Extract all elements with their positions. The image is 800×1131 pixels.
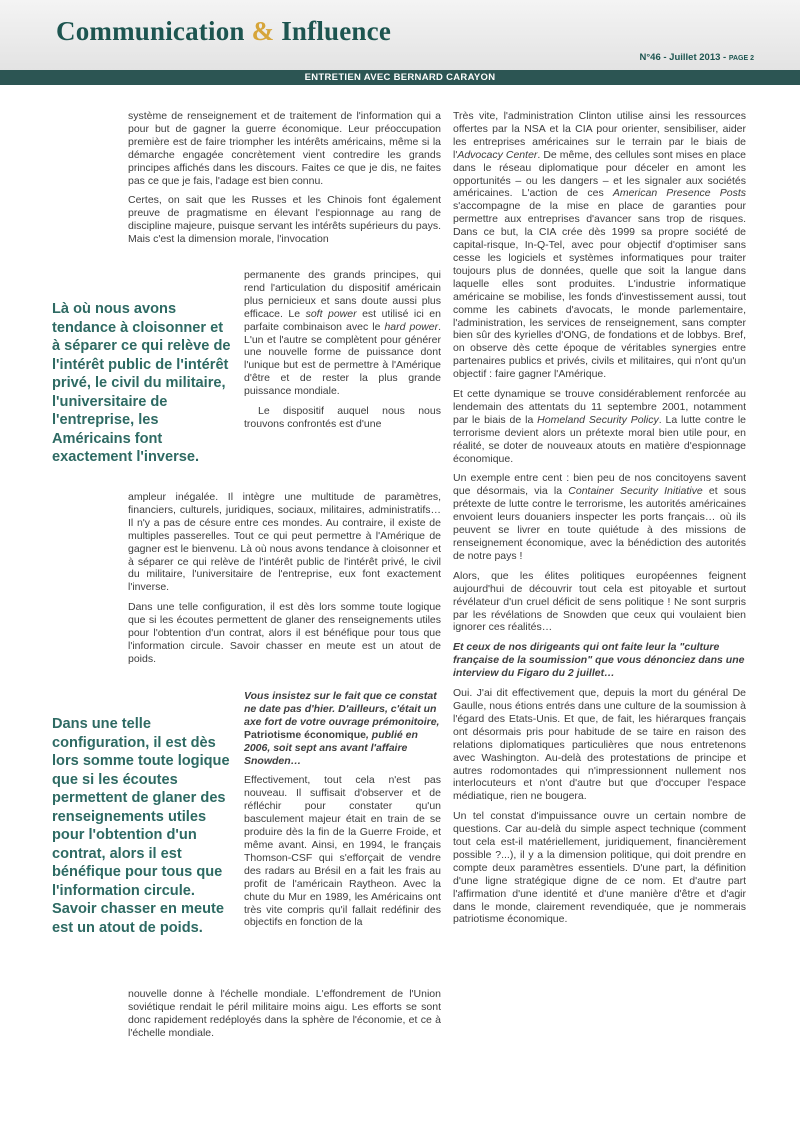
paragraph: Dans une telle configuration, il est dès lors somme toute logique que si les écoutes permettent de glaner des renseignements utiles pour l'obtention d'un contrat, alors il est bénéfique pour tous que l'information circule. Savoir chasser en meute est un atout de poids. xyxy=(128,601,441,665)
paragraph: Le dispositif auquel nous nous trouvons confrontés est d'une xyxy=(244,405,441,430)
paragraph: Très vite, l'administration Clinton utilise ainsi les ressources offertes par la NSA et la CIA pour orienter, sensibiliser, aider les entreprises américaines sur le terrain par le biais de l'Advocacy Center. De même, des cellules sont mises en place dans le réseau diplomatique pour déceler en amont les opportunités – ou les dangers – et les signaler aux sociétés américaines. L'action de ces American Presence Posts s'accompagne de la mise en place de garanties pour permettre aux entreprises d'avancer sans trop de risques. Dans ce but, la CIA crée dès 1999 sa propre société de capital-risque, In-Q-Tel, avec pour objectif d'optimiser sans cesse les logiciels et systèmes informatiques pour traiter toujours plus de données, quelle que soit la langue dans laquelle elles sont produites. L'industrie informatique américaine se mobilise, les fonds d'investissement aussi, tout comme les cabinets d'avocats, le monde parlementaire, l'administration, les services de renseignement, sans compter bien sûr des kyrielles d'ONG, de fondations et de lobbys. Bref, on observe dès cette époque de véritables synergies entre partenaires publics et privés, civils et militaires, qui n'ont qu'un objectif : faire gagner l'Amérique. xyxy=(453,110,746,381)
paragraph: ampleur inégalée. Il intègre une multitude de paramètres, financiers, culturels, juridiques, sociaux, militaires, administratifs… Il n'y a pas de césure entre ces mondes. Au contraire, il existe de multiples passerelles. Tout ce qui peut permettre à l'Amérique de gagner est le bienvenu. Là où nous avons tendance à cloisonner et à séparer ce qui relève de l'intérêt public de l'intérêt privé, le civil du militaire, l'universitaire de l'entreprise, eux font exactement l'inverse. xyxy=(128,491,441,594)
paragraph: Alors, que les élites politiques européennes feignent aujourd'hui de découvrir tout cela est pitoyable et surtout révélateur d'un cruel déficit de sens politique ! Ne sont surpris par les révélations de Snowden que ceux qui voulaient bien ignorer ces réalités… xyxy=(453,569,746,634)
paragraph: nouvelle donne à l'échelle mondiale. L'effondrement de l'Union soviétique rendait le péril militaire moins aigu. Les efforts se sont donc rapidement redéployés dans la sphère de l'économie, et ce à l'échelle mondiale. xyxy=(128,988,441,1039)
brand-ampersand: & xyxy=(251,16,275,46)
interview-question: Vous insistez sur le fait que ce constat ne date pas d'hier. D'ailleurs, c'était un axe fort de votre ouvrage prémonitoire, Patriotisme économique, publié en 2006, soit sept ans avant l'affaire Snowden… xyxy=(244,690,440,767)
brand-part-communication: Communication xyxy=(56,16,245,46)
masthead xyxy=(0,0,800,70)
paragraph: Et cette dynamique se trouve considérablement renforcée au lendemain des attentats du 11 septembre 2001, notamment par le biais de la Homeland Security Policy. La lutte contre le terrorisme devient alors un prétexte moral bien utile pour, en réalité, se doter de nouveaux atouts en matière d'espionnage économique. xyxy=(453,388,746,465)
right-column xyxy=(453,110,746,933)
paragraph: Certes, on sait que les Russes et les Chinois font également preuve de pragmatisme en élevant l'espionnage au rang de discipline majeure, puisque servant les intérêts supérieurs du pays. Mais c'est la dimension morale, l'invocation xyxy=(128,194,441,246)
left-seg-indented-1 xyxy=(244,269,441,438)
brand-part-influence: Influence xyxy=(281,16,392,46)
interview-question: Et ceux de nos dirigeants qui ont faite leur la "culture française de la soumission" que vous dénonciez dans une interview du Figaro du 2 juillet… xyxy=(453,641,745,680)
pull-quote-2: Dans une telle configuration, il est dès lors somme toute logique que si les écoutes permettent de glaner des renseignements utiles pour l'obtention d'un contrat, alors il est bénéfique pour tous que l'information circule. Savoir chasser en meute est un atout de poids. xyxy=(52,716,230,936)
section-title-bar xyxy=(0,70,800,85)
issue-info xyxy=(640,52,755,63)
page-label: PAGE 2 xyxy=(728,55,754,62)
paragraph: permanente des grands principes, qui rend l'articulation du dispositif américain plus pernicieux et sans doute aussi plus efficace. Le soft power est utilisé ici en parfaite combinaison avec le hard power. L'un et l'autre se complètent pour générer une nouvelle forme de puissance dont l'unique but est de permettre à l'Amérique d'être et de rester la plus grande puissance mondiale. xyxy=(244,269,441,398)
paragraph: Un tel constat d'impuissance ouvre un certain nombre de questions. Car au-delà du simple aspect technique (comment tout cela est-il matériellement, juridiquement, financièrement possible ?...), il y a la dimension politique, qui doit prendre en compte deux paramètres essentiels. D'une part, la définition d'une ligne stratégique digne de ce nom. Et d'autre part l'affirmation d'une identité et d'une manière d'être et d'agir dans le monde, clairement revendiquée, que je nommerais patriotisme économique. xyxy=(453,810,746,926)
left-seg-indented-2 xyxy=(244,690,441,936)
paragraph: Effectivement, tout cela n'est pas nouveau. Il suffisait d'observer et de réfléchir pour constater qu'un basculement majeur était en train de se produire dès la fin de la Guerre Froide, et même avant. Ainsi, en 1994, le français Thomson-CSF qui s'efforçait de vendre des radars au Brésil en a fait les frais au profit de l'américain Raytheon. Avec la chute du Mur en 1989, les Américains ont très vite compris qu'il fallait redéfinir des objectifs en fonction de la xyxy=(244,774,441,929)
pull-quote-1: Là où nous avons tendance à cloisonner et à séparer ce qui relève de l'intérêt public de l'intérêt privé, le civil du militaire, l'universitaire de l'entreprise, les Américains font exactement l'inverse. xyxy=(52,301,231,465)
publication-title xyxy=(56,16,391,47)
left-seg-top xyxy=(128,110,441,253)
section-title: ENTRETIEN AVEC BERNARD CARAYON xyxy=(304,72,496,83)
left-seg-middle xyxy=(128,491,441,673)
left-seg-bottom xyxy=(128,988,441,1047)
paragraph: Un exemple entre cent : bien peu de nos concitoyens savent que désormais, via la Container Security Initiative et sous prétexte de lutte contre le terrorisme, les autorités américaines envoient leurs douaniers inspecter les ports français… où ils peuvent se livrer en toute quiétude à des missions de renseignement économique, avec la bénédiction des autorités de notre pays ! xyxy=(453,472,747,562)
issue-number-date: N°46 - Juillet 2013 - xyxy=(639,52,729,63)
paragraph: Oui. J'ai dit effectivement que, depuis la mort du général De Gaulle, nous étions entrés dans une culture de la soumission à l'égard des Etats-Unis. Et que, de fait, les hiérarques français ont désormais pris pour habitude de se taire en raison des relations diplomatiques particulières que nous entretenons avec Washington. Au-delà des protestations de principe et autres rodomontades qui n'impressionnent nullement nos interlocuteurs et n'ont d'autre but que d'occuper l'espace médiatique, rien ne bougera. xyxy=(453,687,746,803)
paragraph: système de renseignement et de traitement de l'information qui a pour but de gagner la guerre économique. Leur préoccupation première est de faire triompher les intérêts américains, même si la démarche engagée concrètement vient contredire les grands principes affichés dans les discours. Faites ce que je dis, ne faites pas ce que je fais, l'adage est bien connu. xyxy=(128,110,441,187)
